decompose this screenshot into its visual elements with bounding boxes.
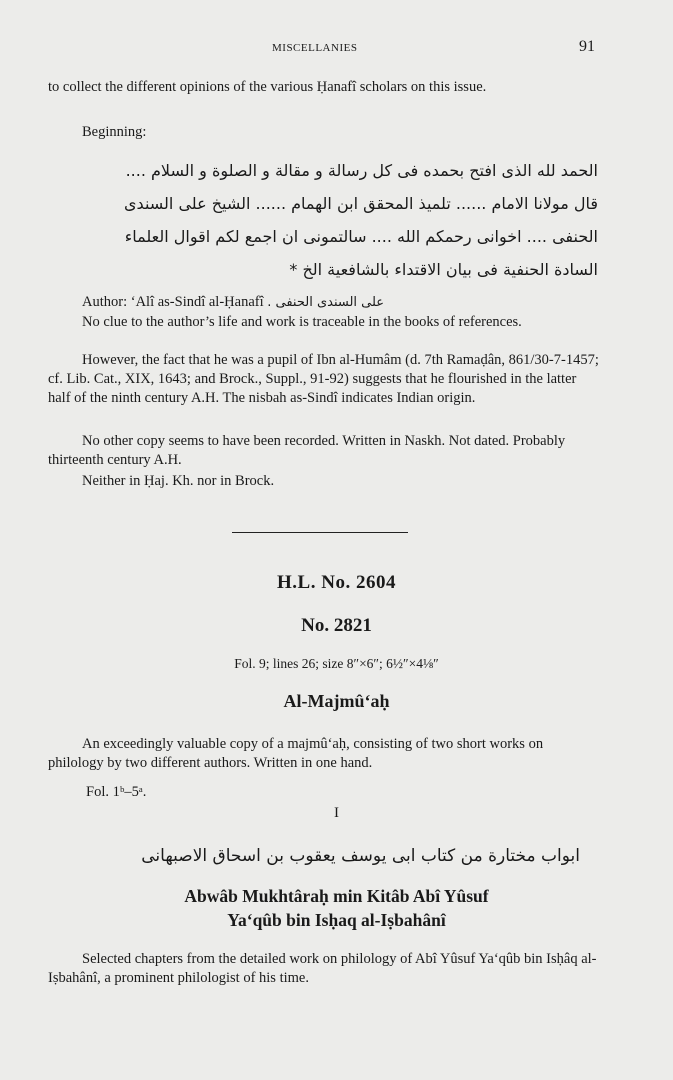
author-arabic: على السندى الحنفى . <box>267 295 385 310</box>
arabic-line: الحنفى .... اخوانى رحمكم الله .... سالتمونى ان اجمع لكم اقوال العلماء <box>124 227 598 246</box>
work-summary: Selected chapters from the detailed work on philology of Abî Yûsuf Ya‘qûb bin Isḥâq al-Iṣbahânî, a prominent philologist of his time. <box>48 951 597 986</box>
hl-number: H.L. No. 2604 <box>277 572 396 593</box>
note-paragraph: No other copy seems to have been recorded. Written in Naskh. Not dated. Probably thirteenth century A.H. <box>48 433 566 468</box>
work-title: Al-Majmû‘aḥ <box>283 691 390 711</box>
folio-range: Fol. 1ᵇ–5ᵃ. <box>86 784 147 800</box>
entry-description: An exceedingly valuable copy of a majmû‘aḥ, consisting of two short works on philology by two different authors. Written in one hand. <box>48 736 544 771</box>
transliterated-title-line: Abwâb Mukhtâraḥ min Kitâb Abî Yûsuf <box>184 886 489 906</box>
running-head: MISCELLANIES <box>272 42 358 54</box>
arabic-line: الحمد لله الذى افتح بحمده فى كل رسالة و مقالة و الصلوة و السلام .... <box>125 161 598 180</box>
section-numeral: I <box>334 805 339 821</box>
author-line <box>82 293 602 312</box>
folio-info: Fol. 9; lines 26; size 8″×6″; 6½″×4⅛″ <box>234 656 439 671</box>
page-number: 91 <box>579 38 595 55</box>
arabic-work-title: ابواب مختارة من كتاب ابى يوسف يعقوب بن اسحاق الاصبهانى <box>141 846 580 866</box>
beginning-label: Beginning: <box>82 124 147 140</box>
author-label: Author: <box>82 294 128 310</box>
entry-number: No. 2821 <box>301 615 372 636</box>
section-divider <box>232 532 408 533</box>
page-header <box>0 38 673 62</box>
transliterated-title-line: Ya‘qûb bin Isḥaq al-Iṣbahânî <box>227 910 446 930</box>
intro-paragraph: to collect the different opinions of the various Ḥanafî scholars on this issue. <box>48 79 487 95</box>
arabic-line: قال مولانا الامام ...... تلميذ المحقق ابن الهمام ...... الشيخ على السندى <box>124 194 598 213</box>
author-name: ʻAlî as-Sindî al-Ḥanafî <box>130 294 264 310</box>
note-paragraph: Neither in Ḥaj. Kh. nor in Brock. <box>82 473 275 489</box>
arabic-line: السادة الحنفية فى بيان الاقتداء بالشافعية الخ * <box>289 260 598 279</box>
note-paragraph: However, the fact that he was a pupil of Ibn al-Humâm (d. 7th Ramaḍân, 861/30-7-1457; cf. Lib. Cat., XIX, 1643; and Brock., Suppl., 91-92) suggests that he flourished in the latter half of the ninth century A.H. The nisbah as-Sindî indicates Indian origin. <box>48 352 599 406</box>
note-paragraph: No clue to the author’s life and work is traceable in the books of references. <box>82 314 522 330</box>
